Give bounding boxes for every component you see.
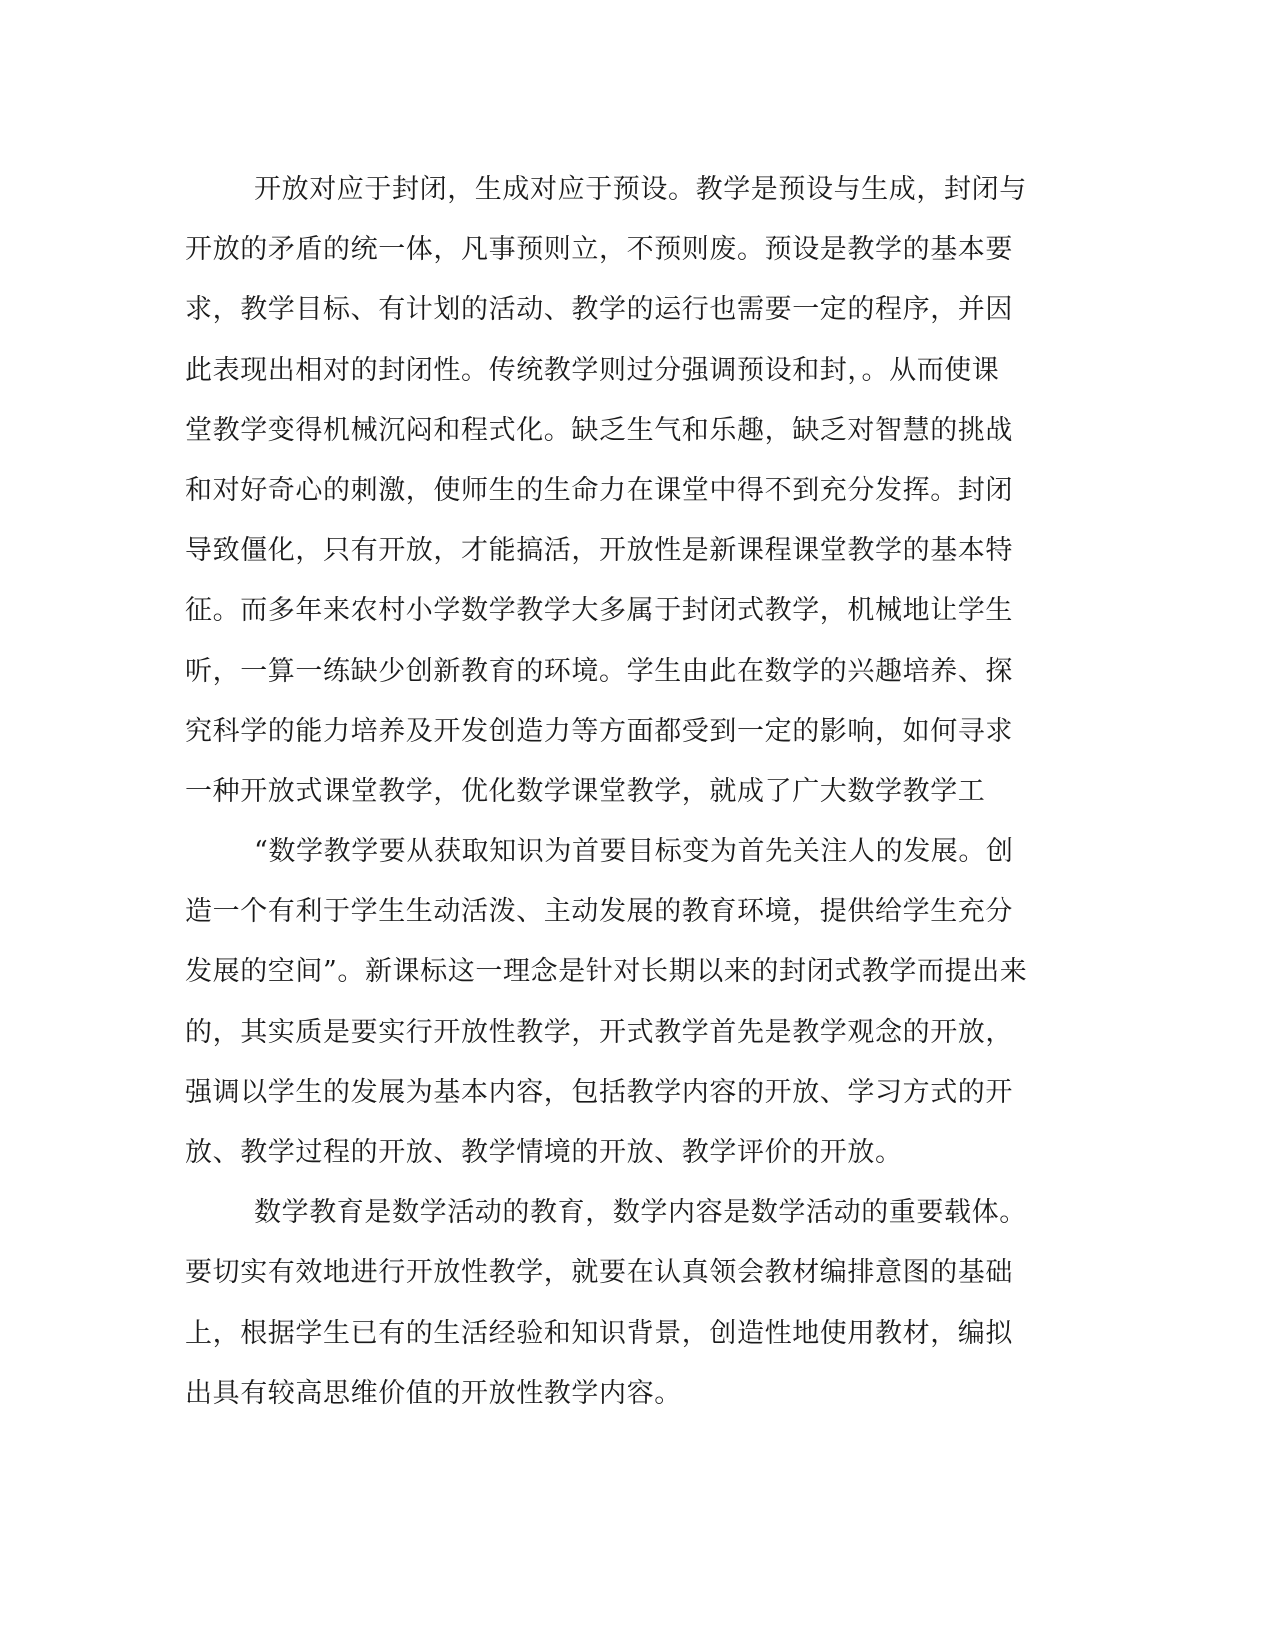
text-line: 开放的矛盾的统一体，凡事预则立，不预则废。预设是教学的基本要 [185, 234, 1013, 266]
text-line: 堂教学变得机械沉闷和程式化。缺乏生气和乐趣，缺乏对智慧的挑战 [185, 414, 1013, 446]
text-line: 究科学的能力培养及开发创造力等方面都受到一定的影响，如何寻求 [185, 715, 1013, 747]
document-body [185, 160, 1045, 1424]
text-line: 要切实有效地进行开放性教学，就要在认真领会教材编排意图的基础 [185, 1257, 1013, 1289]
text-line: “数学教学要从获取知识为首要目标变为首先关注人的发展。创 [254, 836, 1014, 868]
text-line: 强调以学生的发展为基本内容，包括教学内容的开放、学习方式的开 [185, 1076, 1013, 1108]
text-line: 和对好奇心的刺激，使师生的生命力在课堂中得不到充分发挥。封闭 [185, 474, 1013, 506]
paragraph-3 [185, 1183, 1045, 1424]
text-line: 征。而多年来农村小学数学教学大多属于封闭式教学，机械地让学生 [185, 595, 1013, 627]
text-line: 此表现出相对的封闭性。传统教学则过分强调预设和封，。从而使课 [185, 354, 1000, 386]
text-line: 的，其实质是要实行开放性教学，开式教学首先是教学观念的开放， [185, 1016, 1013, 1048]
text-line: 开放对应于封闭，生成对应于预设。教学是预设与生成，封闭与 [254, 174, 1027, 205]
text-line: 听，一算一练缺少创新教育的环境。学生由此在数学的兴趣培养、探 [185, 655, 1013, 687]
text-line: 放、教学过程的开放、教学情境的开放、教学评价的开放。 [185, 1137, 903, 1168]
text-line: 求，教学目标、有计划的活动、教学的运行也需要一定的程序，并因 [185, 294, 1013, 326]
text-line: 上，根据学生已有的生活经验和知识背景，创造性地使用教材，编拟 [185, 1317, 1013, 1349]
text-line: 数学教育是数学活动的教育，数学内容是数学活动的重要载体。 [254, 1197, 1027, 1229]
text-line: 一种开放式课堂教学，优化数学课堂教学，就成了广大数学教学工 [185, 775, 986, 807]
paragraph-1 [185, 160, 1045, 822]
text-line: 导致僵化，只有开放，才能搞活，开放性是新课程课堂教学的基本特 [185, 535, 1013, 567]
text-line: 造一个有利于学生生动活泼、主动发展的教育环境，提供给学生充分 [185, 896, 1013, 928]
paragraph-2 [185, 822, 1045, 1183]
text-line: 发展的空间”。新课标这一理念是针对长期以来的封闭式教学而提出来 [185, 956, 1028, 988]
text-line: 出具有较高思维价值的开放性教学内容。 [185, 1377, 682, 1409]
